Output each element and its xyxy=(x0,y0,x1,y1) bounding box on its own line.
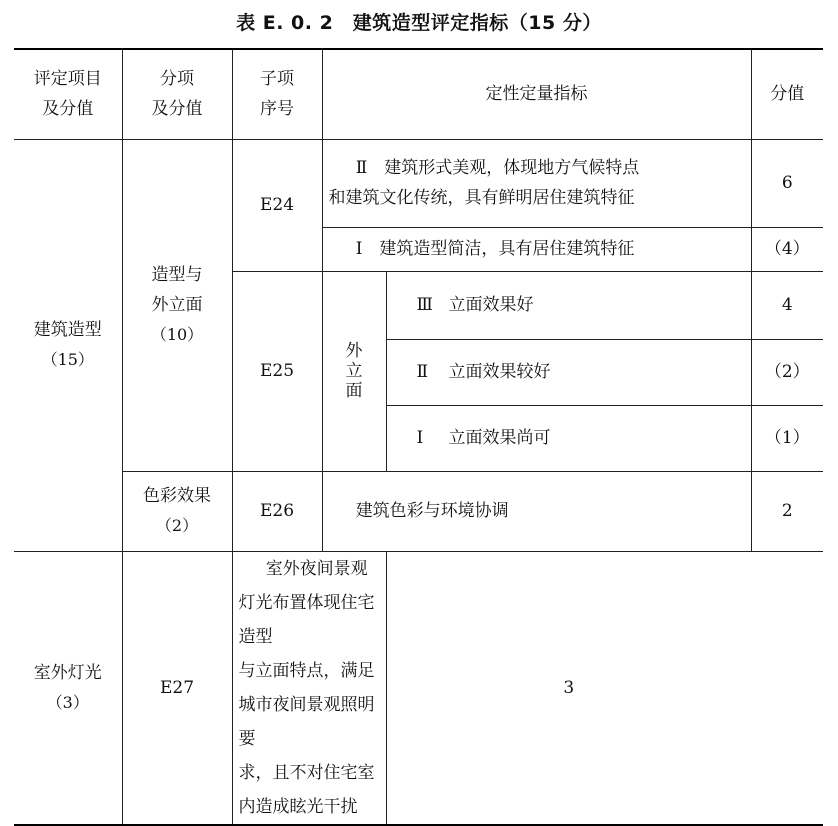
e24-b-level: Ⅰ xyxy=(355,239,363,259)
table-row xyxy=(14,139,823,227)
e25-item-1-score: 4 xyxy=(751,271,823,339)
e27-line1: 室外夜间景观灯光布置体现住宅造型 xyxy=(238,558,375,647)
e27-line3: 求，且不对住宅室内造成眩光干扰 xyxy=(238,762,375,817)
header-item-line1: 评定项目 xyxy=(33,69,102,90)
item-score: （15） xyxy=(41,350,94,369)
e24-a-score: 6 xyxy=(751,139,823,227)
seq-e24: E24 xyxy=(232,139,322,271)
header-sub-line2: 及分值 xyxy=(151,99,203,120)
header-row xyxy=(14,49,823,139)
e24-b-text: 建筑造型简洁，具有居住建筑特征 xyxy=(379,239,635,259)
table-title: 表 E. 0. 2 建筑造型评定指标（15 分） xyxy=(236,12,602,34)
e25-item-1-text: 立面效果好 xyxy=(448,295,534,315)
header-item xyxy=(14,49,122,139)
seq-e26: E26 xyxy=(232,471,322,551)
table-row xyxy=(14,471,823,551)
e25-item-1 xyxy=(386,271,751,339)
group-light-name: 室外灯光 xyxy=(33,662,102,683)
e27-score: 3 xyxy=(386,551,751,825)
item-name: 建筑造型 xyxy=(33,320,102,340)
group-facade-name-2: 外立面 xyxy=(151,295,203,315)
e24-a-line2: 和建筑文化传统，具有鲜明居住建筑特征 xyxy=(328,188,635,208)
e25-sub-label-1: 外 xyxy=(345,341,363,361)
header-sub xyxy=(122,49,232,139)
table-row xyxy=(14,551,823,825)
e24-a-level: Ⅱ xyxy=(355,158,368,178)
group-light-cell xyxy=(14,551,122,825)
header-seq xyxy=(232,49,322,139)
e25-item-3 xyxy=(386,405,751,471)
e26-indicator xyxy=(322,471,751,551)
header-seq-line1: 子项 xyxy=(260,69,294,90)
e27-indicator xyxy=(232,551,386,825)
rating-table xyxy=(14,48,823,826)
header-item-line2: 及分值 xyxy=(42,99,94,120)
header-seq-line2: 序号 xyxy=(260,99,294,120)
e27-line2: 与立面特点，满足城市夜间景观照明要 xyxy=(238,660,375,749)
e25-item-2-text: 立面效果较好 xyxy=(448,362,551,382)
e25-item-2-level: Ⅱ xyxy=(416,362,429,382)
group-facade-name-1: 造型与 xyxy=(151,265,203,285)
group-color-name: 色彩效果 xyxy=(143,486,211,506)
group-color-cell xyxy=(122,471,232,551)
e25-sub-label xyxy=(322,271,386,471)
e24-a-text1: 建筑形式美观，体现地方气候特点 xyxy=(384,158,640,178)
seq-e27: E27 xyxy=(122,551,232,825)
e25-item-3-level: Ⅰ xyxy=(416,428,424,448)
group-light-score: （3） xyxy=(46,692,89,712)
e25-item-3-score: （1） xyxy=(751,405,823,471)
seq-e25: E25 xyxy=(232,271,322,471)
group-color-score: （2） xyxy=(155,516,199,535)
header-indicator: 定性定量指标 xyxy=(322,49,751,139)
e24-a-line1 xyxy=(329,153,745,183)
group-facade-score: （10） xyxy=(150,325,204,344)
e25-sub-label-3: 面 xyxy=(345,381,363,401)
e25-item-3-text: 立面效果尚可 xyxy=(448,428,551,448)
e25-item-2 xyxy=(386,339,751,405)
item-cell xyxy=(14,139,122,551)
e25-item-1-level: Ⅲ xyxy=(416,295,433,315)
header-score: 分值 xyxy=(751,49,823,139)
group-facade-cell xyxy=(122,139,232,471)
e25-item-2-score: （2） xyxy=(751,339,823,405)
e26-score: 2 xyxy=(751,471,823,551)
e24-b-score: （4） xyxy=(751,227,823,271)
e24-indicator-a xyxy=(322,139,751,227)
e24-indicator-b xyxy=(322,227,751,271)
header-sub-line1: 分项 xyxy=(160,69,194,90)
e26-text: 建筑色彩与环境协调 xyxy=(355,501,509,521)
e25-sub-label-2: 立 xyxy=(345,361,363,381)
